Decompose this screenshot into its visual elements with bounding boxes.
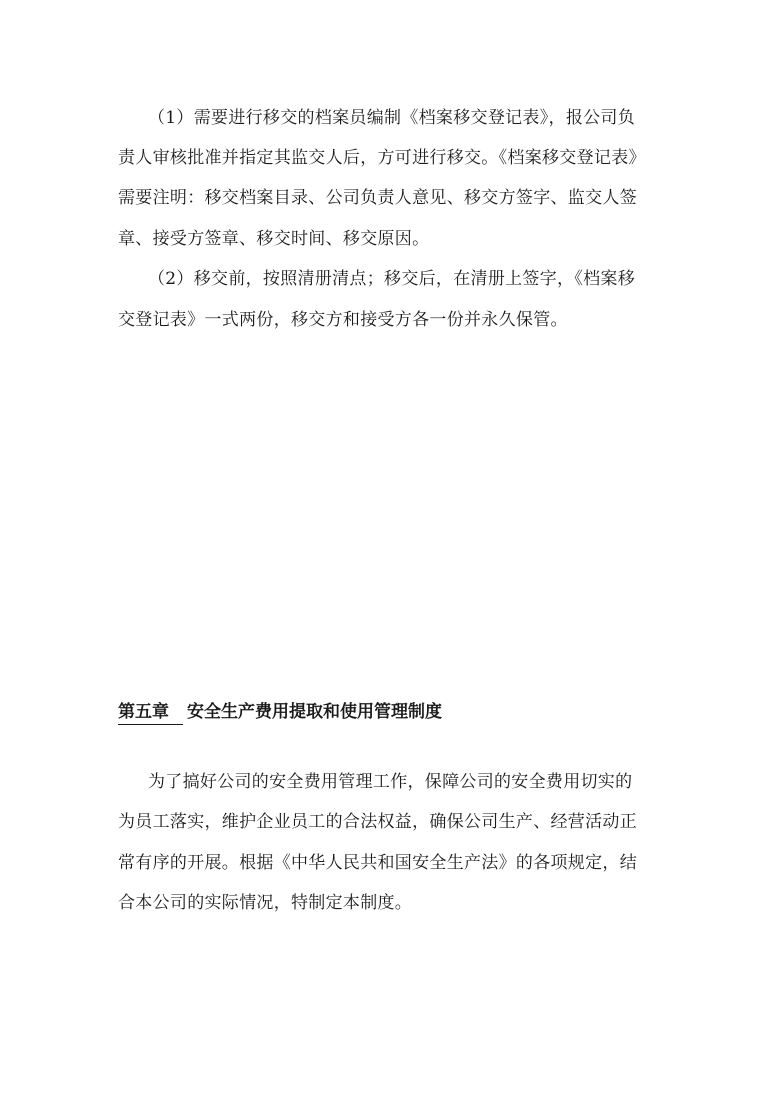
chapter-heading — [118, 700, 442, 725]
paragraph-2-line-2: 交登记表》一式两份，移交方和接受方各一份并永久保管。 — [118, 310, 568, 330]
paragraph-1-line-1: （1）需要进行移交的档案员编制《档案移交登记表》，报公司负 — [148, 108, 636, 128]
paragraph-1-line-3: 需要注明：移交档案目录、公司负责人意见、移交方签字、监交人签 — [118, 188, 637, 208]
paragraph-2-line-1: （2）移交前，按照清册清点；移交后，在清册上签字，《档案移 — [148, 269, 636, 289]
paragraph-1-line-4: 章、接受方签章、移交时间、移交原因。 — [118, 229, 430, 249]
paragraph-1-line-2: 责人审核批准并指定其监交人后，方可进行移交。《档案移交登记表》 — [118, 148, 646, 168]
chapter-number: 第五章 — [118, 700, 183, 725]
paragraph-3-line-3: 常有序的开展。根据《中华人民共和国安全生产法》的各项规定，结 — [118, 853, 637, 873]
chapter-title: 安全生产费用提取和使用管理制度 — [187, 702, 442, 722]
paragraph-3-line-1: 为了搞好公司的安全费用管理工作，保障公司的安全费用切实的 — [148, 772, 633, 792]
paragraph-3-line-4: 合本公司的实际情况，特制定本制度。 — [118, 893, 413, 913]
paragraph-3-line-2: 为员工落实，维护企业员工的合法权益，确保公司生产、经营活动正 — [118, 812, 637, 832]
